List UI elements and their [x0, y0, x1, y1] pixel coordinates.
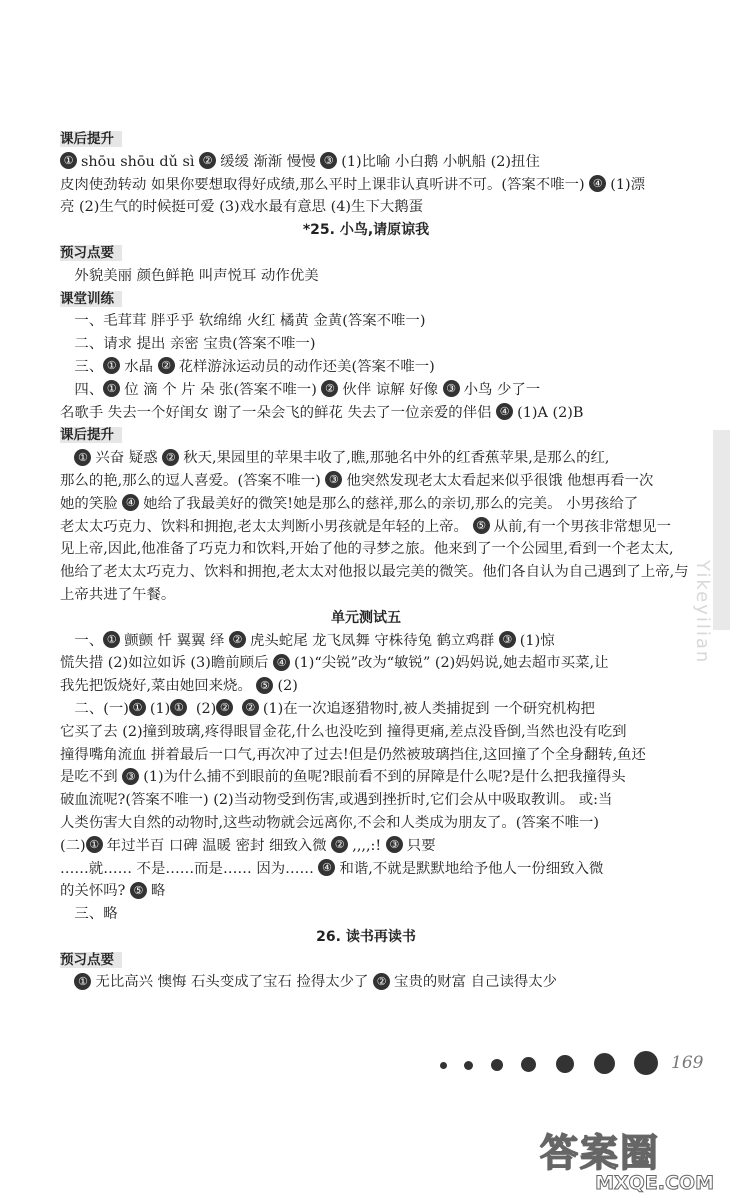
- item-number-badge: ②: [321, 380, 338, 397]
- item-number-badge: ①: [129, 699, 146, 716]
- dot: [491, 1059, 503, 1071]
- section-heading: [60, 288, 672, 311]
- item-number-badge: ②: [162, 449, 179, 466]
- answer-line: ① 无比高兴 懊悔 石头变成了宝石 捡得太少了 ② 宝贵的财富 自己读得太少: [60, 971, 672, 994]
- answer-line: 三、略: [74, 906, 118, 923]
- answer-line: ① 兴奋 疑惑 ② 秋天,果园里的苹果丰收了,瞧,那驰名中外的红香蕉苹果,是那么的红,: [60, 447, 672, 470]
- item-number-badge: ④: [122, 494, 139, 511]
- watermark-main: 答案圈: [540, 1131, 661, 1175]
- answer-line: 皮肉使劲转动 如果你要想取得好成绩,那么平时上课非认真听讲不可。(答案不唯一) ④ (1)漂: [60, 176, 646, 193]
- dot: [440, 1062, 447, 1069]
- section-heading: [60, 949, 672, 972]
- item-number-badge: ②: [229, 631, 246, 648]
- answer-line: 二、请求 提出 亲密 宝贵(答案不唯一): [74, 336, 316, 353]
- answer-line: 见上帝,因此,他准备了巧克力和饮料,开始了他的寻梦之旅。他来到了一个公园里,看到一个老太太,: [60, 541, 674, 558]
- item-number-badge: ③: [320, 152, 337, 169]
- item-number-badge: ⑤: [130, 882, 147, 899]
- answer-line: 三、 ① 水晶 ② 花样游泳运动员的动作还美(答案不唯一): [74, 358, 435, 375]
- answer-line: 慌失措 (2)如泣如诉 (3)瞻前顾后 ④ (1)“尖锐”改为“敏锐” (2)妈妈说,她去超市买菜,让: [60, 655, 609, 672]
- section-title: *25. 小鸟,请原谅我: [302, 222, 430, 239]
- item-number-badge: ④: [496, 403, 513, 420]
- item-number-badge: ④: [589, 175, 606, 192]
- section-heading-label: 预习点要: [60, 245, 122, 261]
- answer-content: [60, 128, 689, 994]
- answer-line: 人类伤害大自然的动物时,这些动物就会远离你,不会和人类成为朋友了。(答案不唯一): [60, 814, 600, 831]
- answer-line: ① shōu shōu dǔ sì ② 缓缓 渐渐 慢慢 ③ (1)比喻 小白鹅 小帆船 (2)扭住: [60, 151, 672, 174]
- item-number-badge: ②: [216, 699, 233, 716]
- dot: [521, 1057, 536, 1072]
- item-number-badge: ①: [103, 631, 120, 648]
- section-heading-label: 课后提升: [60, 131, 122, 147]
- section-title: 单元测试五: [331, 609, 401, 626]
- answer-line: 二、(一) ① (1) ① (2) ② ② (1)在一次追逐猎物时,被人类捕捉到 一个研究机构把: [74, 700, 595, 717]
- answer-line: 那么的艳,那么的逗人喜爱。(答案不唯一) ③ 他突然发现老太太看起来似乎很饿 他想再看一次: [60, 472, 654, 489]
- item-number-badge: ④: [318, 859, 335, 876]
- item-number-badge: ①: [103, 357, 120, 374]
- page-number: 169: [671, 1053, 704, 1073]
- item-number-badge: ③: [443, 380, 460, 397]
- item-number-badge: ③: [325, 471, 342, 488]
- answer-line: 破血流呢?(答案不唯一) (2)当动物受到伤害,或遇到挫折时,它们会从中吸取教训。 或:当: [60, 792, 613, 809]
- answer-line: 名歌手 失去一个好闺女 谢了一朵会飞的鲜花 失去了一位亲爱的伴侣 ④ (1)A (2)B: [60, 404, 584, 421]
- item-number-badge: ①: [103, 380, 120, 397]
- answer-line: 它买了去 (2)撞到玻璃,疼得眼冒金花,什么也没吃到 撞得更痛,差点没昏倒,当然也没有吃到: [60, 723, 627, 740]
- item-number-badge: ②: [242, 699, 259, 716]
- item-number-badge: ②: [158, 357, 175, 374]
- section-title: 26. 读书再读书: [316, 928, 416, 945]
- item-number-badge: ⑤: [473, 517, 490, 534]
- answer-line: 外貌美丽 颜色鲜艳 叫声悦耳 动作优美: [74, 267, 319, 284]
- watermark-logo: [540, 1122, 720, 1196]
- item-number-badge: ②: [373, 973, 390, 990]
- section-heading-label: 课后提升: [60, 427, 122, 443]
- page-dots-decoration: [436, 1046, 676, 1086]
- item-number-badge: ①: [60, 152, 77, 169]
- item-number-badge: ①: [170, 699, 187, 716]
- item-number-badge: ①: [74, 449, 91, 466]
- answer-line: ……就…… 不是……而是…… 因为…… ④ 和谐,不就是默默地给予他人一份细致入微: [60, 860, 604, 877]
- item-number-badge: ②: [199, 152, 216, 169]
- side-tab: [713, 430, 730, 630]
- item-number-badge: ②: [331, 836, 348, 853]
- dot: [634, 1051, 658, 1075]
- answer-line: 她的笑脸 ④ 她给了我最美好的微笑!她是那么的慈祥,那么的亲切,那么的完美。 小男孩给了: [60, 495, 639, 512]
- answer-line: 上帝共进了午餐。: [60, 586, 176, 603]
- answer-line: 的关怀吗? ⑤ 略: [60, 883, 166, 900]
- dot: [556, 1055, 574, 1073]
- section-heading: [60, 128, 672, 151]
- item-number-badge: ④: [273, 654, 290, 671]
- answer-line: 亮 (2)生气的时候挺可爱 (3)戏水最有意思 (4)生下大鹅蛋: [60, 199, 424, 216]
- item-number-badge: ①: [86, 836, 103, 853]
- item-number-badge: ⑤: [256, 677, 273, 694]
- side-brand-text: Yikeyilian: [692, 560, 713, 665]
- section-heading-label: 预习点要: [60, 952, 122, 968]
- answer-line: 是吃不到 ③ (1)为什么捕不到眼前的鱼呢?眼前看不到的屏障是什么呢?是什么把我撞得头: [60, 769, 626, 786]
- answer-line: 四、 ① 位 滴 个 片 朵 张(答案不唯一) ② 伙伴 谅解 好像 ③ 小鸟 少了一: [74, 381, 541, 398]
- section-heading-label: 课堂训练: [60, 291, 122, 307]
- watermark-url: MXQE.COM: [595, 1172, 714, 1194]
- item-number-badge: ③: [122, 768, 139, 785]
- dot: [594, 1053, 615, 1074]
- dot: [464, 1061, 473, 1070]
- answer-line: 一、毛茸茸 胖乎乎 软绵绵 火红 橘黄 金黄(答案不唯一): [74, 313, 426, 330]
- section-heading: [60, 242, 672, 265]
- section-heading: [60, 424, 672, 447]
- answer-line: 撞得嘴角流血 拼着最后一口气,再次冲了过去!但是仍然被玻璃挡住,这回撞了个全身翻转,鱼还: [60, 746, 646, 763]
- item-number-badge: ①: [74, 973, 91, 990]
- item-number-badge: ③: [499, 631, 516, 648]
- answer-line: 我先把饭烧好,菜由她回来烧。 ⑤ (2): [60, 678, 298, 695]
- answer-line: (二) ① 年过半百 口碑 温暖 密封 细致入微 ② ,,,,:! ③ 只要: [60, 837, 436, 854]
- answer-line: 他给了老太太巧克力、饮料和拥抱,老太太对他报以最完美的微笑。他们各自认为自己遇到了上帝,与: [60, 564, 689, 581]
- answer-line: 老太太巧克力、饮料和拥抱,老太太判断小男孩就是年轻的上帝。 ⑤ 从前,有一个男孩非常想见一: [60, 518, 671, 535]
- answer-line: 一、 ① 颤颤 忏 翼翼 绎 ② 虎头蛇尾 龙飞凤舞 守株待兔 鹤立鸡群 ③ (1)惊: [74, 632, 555, 649]
- item-number-badge: ③: [386, 836, 403, 853]
